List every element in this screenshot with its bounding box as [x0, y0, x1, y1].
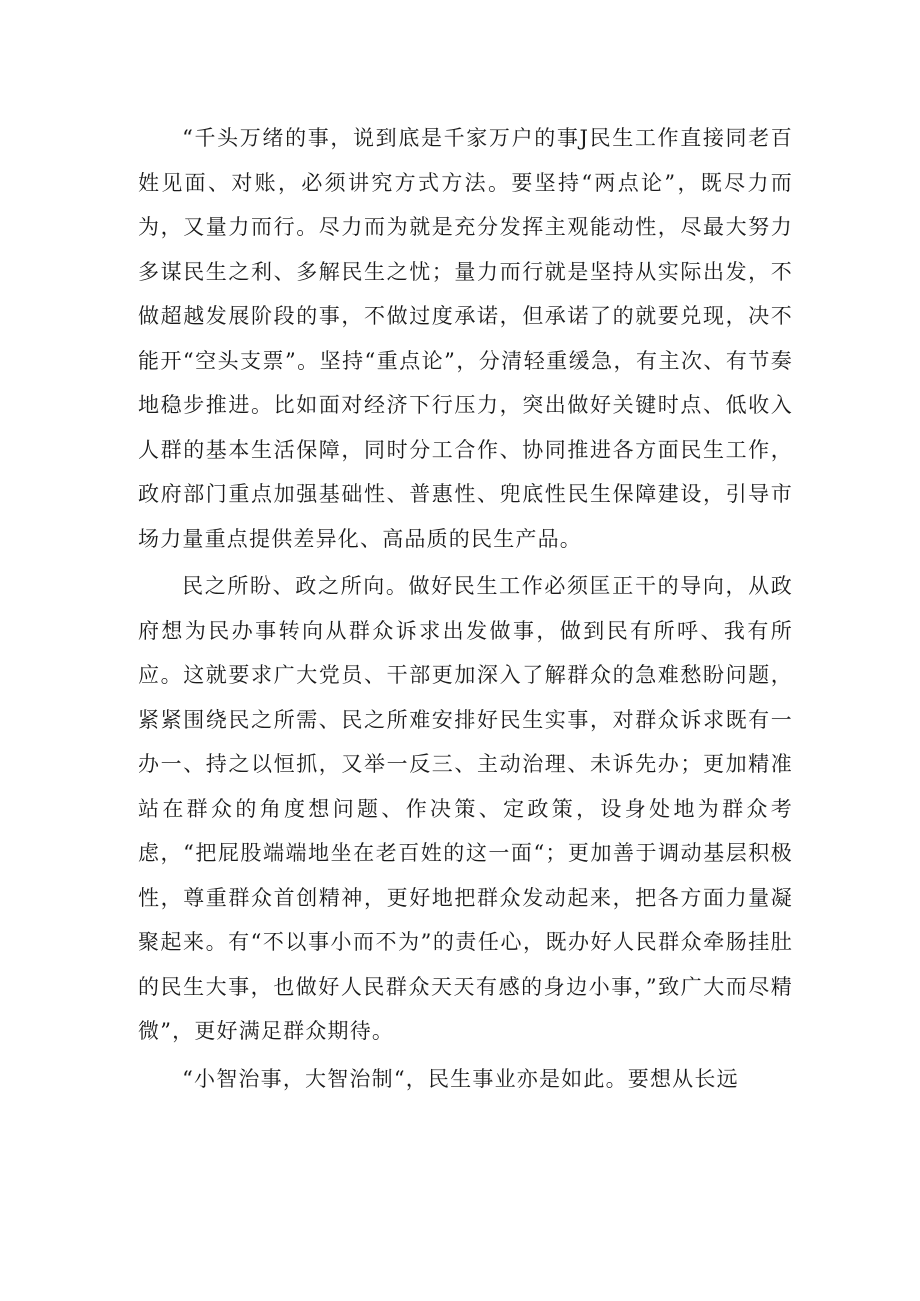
body-text — [138, 116, 793, 1101]
paragraph-2: 民之所盼、政之所向。做好民生工作必须匡正干的导向，从政府想为民办事转向从群众诉求出发做事，做到民有所呼、我有所应。这就要求广大党员、干部更加深入了解群众的急难愁盼问题，紧紧围绕民之所需、民之所难安排好民生实事，对群众诉求既有一办一、持之以恒抓，又举一反三、主动治理、未诉先办；更加精准站在群众的角度想问题、作决策、定政策，设身处地为群众考虑，“把屁股端端地坐在老百姓的这一面“；更加善于调动基层积极性，尊重群众首创精神，更好地把群众发动起来，把各方面力量凝聚起来。有“不以事小而不为”的责任心，既办好人民群众牵肠挂肚的民生大事，也做好人民群众天天有感的身边小事，”致广大而尽精微”，更好满足群众期待。 — [138, 574, 793, 1043]
paragraph-1: “千头万绪的事，说到底是千家万户的事J民生工作直接同老百姓见面、对账，必须讲究方式方法。要坚持“两点论”，既尽力而为，又量力而行。尽力而为就是充分发挥主观能动性，尽最大努力多谋民生之利、多解民生之忧；量力而行就是坚持从实际出发，不做超越发展阶段的事，不做过度承诺，但承诺了的就要兑现，决不能开“空头支票”。坚持“重点论”，分清轻重缓急，有主次、有节奏地稳步推进。比如面对经济下行压力，突出做好关键时点、低收入人群的基本生活保障，同时分工合作、协同推进各方面民生工作，政府部门重点加强基础性、普惠性、兜底性民生保障建设，引导市场力量重点提供差异化、高品质的民生产品。 — [138, 126, 793, 551]
paragraph-3: “小智治事，大智治制“，民生事业亦是如此。要想从长远 — [182, 1066, 739, 1091]
